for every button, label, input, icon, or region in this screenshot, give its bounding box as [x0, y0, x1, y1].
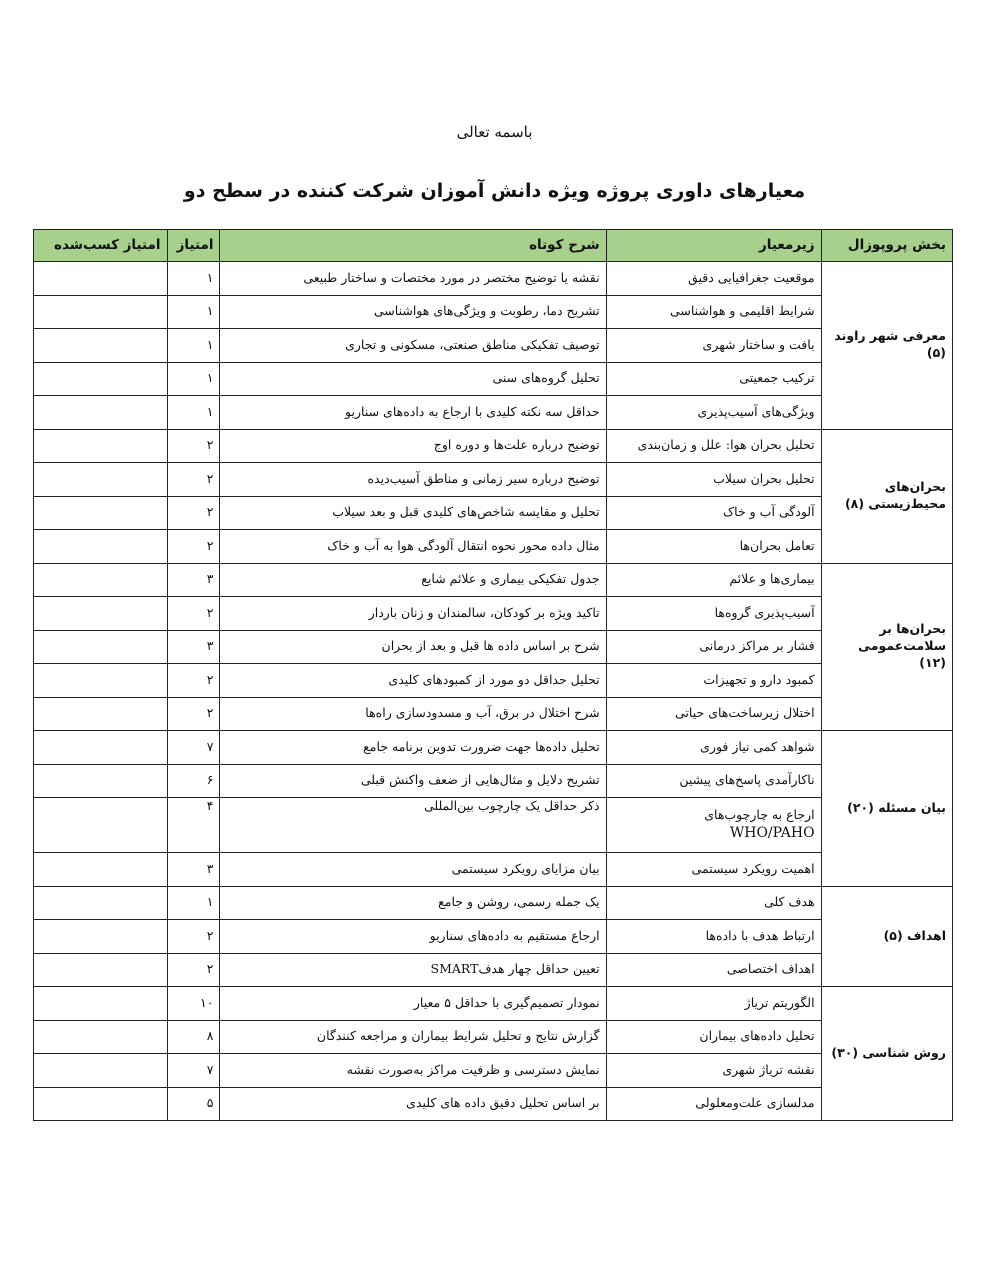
score-cell: ۲: [167, 429, 220, 463]
criterion-cell: [606, 1054, 821, 1088]
table-row: [34, 920, 953, 954]
table-row: [34, 886, 953, 920]
table-row: [34, 362, 953, 396]
score-cell: ۲: [167, 496, 220, 530]
description-cell: تحلیل و مقایسه شاخص‌های کلیدی قبل و بعد سیلاب: [220, 496, 606, 530]
earned-score-input-cell[interactable]: [34, 362, 168, 396]
table-row: [34, 798, 953, 853]
description-cell: تشریح دلایل و مثال‌هایی از ضعف واکنش قبلی: [220, 764, 606, 798]
criterion-latin-text: WHO/PAHO: [729, 824, 815, 841]
score-cell: ۳: [167, 563, 220, 597]
description-cell: توضیح درباره علت‌ها و دوره اوج: [220, 429, 606, 463]
earned-score-input-cell[interactable]: [34, 530, 168, 564]
table-row: [34, 853, 953, 887]
table-row: [34, 563, 953, 597]
earned-score-input-cell[interactable]: [34, 1087, 168, 1121]
score-cell: ۵: [167, 1087, 220, 1121]
column-header-criterion: زیرمعیار: [606, 230, 821, 262]
criterion-text: الگوریتم تریاژ: [744, 994, 815, 1010]
table-row: [34, 953, 953, 987]
section-points: (۸): [844, 496, 865, 511]
section-points: (۵): [883, 927, 903, 943]
section-name: بحران‌ها بر سلامت‌عمومی: [858, 621, 946, 654]
criterion-cell: [606, 920, 821, 954]
section-name: اهداف: [907, 927, 946, 943]
section-cell: [821, 429, 952, 563]
criterion-text: ترکیب جمعیتی: [739, 370, 815, 386]
earned-score-input-cell[interactable]: [34, 463, 168, 497]
score-cell: ۱: [167, 295, 220, 329]
score-cell: ۱: [167, 262, 220, 296]
table-row: [34, 429, 953, 463]
score-cell: ۲: [167, 530, 220, 564]
earned-score-input-cell[interactable]: [34, 798, 168, 853]
earned-score-input-cell[interactable]: [34, 563, 168, 597]
table-row: [34, 396, 953, 430]
earned-score-input-cell[interactable]: [34, 886, 168, 920]
earned-score-input-cell[interactable]: [34, 731, 168, 765]
criterion-text: ارتباط هدف با داده‌ها: [705, 927, 815, 943]
criterion-text: شرایط اقلیمی و هواشناسی: [669, 303, 815, 319]
table-row: [34, 987, 953, 1021]
criterion-text: نقشه تریاژ شهری: [722, 1061, 815, 1077]
description-cell: شرح بر اساس داده ها قبل و بعد از بحران: [220, 630, 606, 664]
description-cell: جدول تفکیکی بیماری و علائم شایع: [220, 563, 606, 597]
earned-score-input-cell[interactable]: [34, 329, 168, 363]
score-cell: ۱۰: [167, 987, 220, 1021]
earned-score-input-cell[interactable]: [34, 396, 168, 430]
criterion-cell: [606, 429, 821, 463]
section-points: (۵): [926, 345, 946, 361]
description-cell: تشریح دما، رطوبت و ویژگی‌های هواشناسی: [220, 295, 606, 329]
criterion-cell: [606, 630, 821, 664]
criterion-text: ارجاع به چارچوب‌های: [704, 807, 815, 823]
rubric-body: [34, 262, 953, 1121]
score-cell: ۷: [167, 1054, 220, 1088]
criterion-cell: [606, 1087, 821, 1121]
score-cell: ۳: [167, 630, 220, 664]
description-cell: تعیین حداقل چهار هدفSMART: [220, 953, 606, 987]
criterion-text: اهداف اختصاصی: [726, 961, 815, 977]
column-header-description: شرح کوتاه: [220, 230, 606, 262]
earned-score-input-cell[interactable]: [34, 764, 168, 798]
score-cell: ۱: [167, 886, 220, 920]
criterion-cell: [606, 764, 821, 798]
score-cell: ۷: [167, 731, 220, 765]
score-cell: ۶: [167, 764, 220, 798]
table-row: [34, 1054, 953, 1088]
section-points: (۳۰): [831, 1045, 859, 1061]
description-cell: ارجاع مستقیم به داده‌های سناریو: [220, 920, 606, 954]
earned-score-input-cell[interactable]: [34, 697, 168, 731]
criterion-text: ناکارآمدی پاسخ‌های پیشین: [679, 772, 815, 788]
description-cell: گزارش نتایج و تحلیل شرایط بیماران و مراجعه کنندگان: [220, 1020, 606, 1054]
section-cell: [821, 886, 952, 987]
score-cell: ۲: [167, 697, 220, 731]
criterion-cell: [606, 1020, 821, 1054]
criterion-text: تعامل بحران‌ها: [739, 537, 815, 553]
table-row: [34, 597, 953, 631]
section-name: بیان مسئله: [878, 799, 946, 815]
section-cell: [821, 262, 952, 430]
earned-score-input-cell[interactable]: [34, 987, 168, 1021]
criterion-cell: [606, 496, 821, 530]
criterion-text: ویژگی‌های آسیب‌پذیری: [697, 403, 815, 419]
score-cell: ۲: [167, 463, 220, 497]
criterion-text: آسیب‌پذیری گروه‌ها: [714, 604, 815, 620]
table-row: [34, 764, 953, 798]
table-row: [34, 664, 953, 698]
criterion-text: کمبود دارو و تجهیزات: [703, 671, 815, 687]
criterion-text: موقعیت جغرافیایی دقیق: [688, 269, 815, 285]
column-header-earned: امتیاز کسب‌شده: [34, 230, 168, 262]
description-cell: ذکر حداقل یک چارچوب بین‌المللی: [220, 798, 606, 853]
criterion-cell: [606, 798, 821, 853]
table-row: [34, 295, 953, 329]
earned-score-input-cell[interactable]: [34, 664, 168, 698]
criterion-text: مدلسازی علت‌ومعلولی: [695, 1095, 815, 1111]
criterion-cell: [606, 886, 821, 920]
score-cell: ۸: [167, 1020, 220, 1054]
table-row: [34, 697, 953, 731]
description-cell: بر اساس تحلیل دقیق داده های کلیدی: [220, 1087, 606, 1121]
section-points: (۱۲): [919, 655, 946, 671]
table-row: [34, 463, 953, 497]
description-cell: بیان مزایای رویکرد سیستمی: [220, 853, 606, 887]
criterion-text: بیماری‌ها و علائم: [729, 571, 815, 587]
criterion-cell: [606, 396, 821, 430]
earned-score-input-cell[interactable]: [34, 597, 168, 631]
criterion-cell: [606, 664, 821, 698]
rubric-table: [33, 229, 953, 1121]
section-name: بحران‌های محیط‌زیستی: [868, 479, 946, 511]
earned-score-input-cell[interactable]: [34, 1054, 168, 1088]
criterion-text: شواهد کمی نیاز فوری: [700, 738, 815, 754]
earned-score-input-cell[interactable]: [34, 630, 168, 664]
criterion-text: آلودگی آب و خاک: [722, 504, 815, 520]
criterion-cell: [606, 563, 821, 597]
criterion-cell: [606, 987, 821, 1021]
score-cell: ۲: [167, 953, 220, 987]
table-row: [34, 329, 953, 363]
table-row: [34, 530, 953, 564]
score-cell: ۲: [167, 664, 220, 698]
column-header-section: بخش پروپوزال: [821, 230, 952, 262]
earned-score-input-cell[interactable]: [34, 920, 168, 954]
criterion-cell: [606, 853, 821, 887]
bismillah-heading: باسمه تعالی: [456, 123, 533, 141]
earned-score-input-cell[interactable]: [34, 953, 168, 987]
section-points: (۲۰): [847, 799, 874, 815]
criterion-text: اختلال زیرساخت‌های حیاتی: [675, 705, 815, 721]
table-row: [34, 262, 953, 296]
description-cell: توصیف تفکیکی مناطق صنعتی، مسکونی و تجاری: [220, 329, 606, 363]
section-cell: [821, 563, 952, 731]
section-name: روش شناسی: [862, 1045, 946, 1061]
criterion-cell: [606, 530, 821, 564]
description-cell: تحلیل داده‌ها جهت ضرورت تدوین برنامه جامع: [220, 731, 606, 765]
score-cell: ۱: [167, 329, 220, 363]
earned-score-input-cell[interactable]: [34, 853, 168, 887]
score-cell: ۲: [167, 597, 220, 631]
criterion-cell: [606, 597, 821, 631]
score-cell: ۱: [167, 396, 220, 430]
table-header-row: [34, 230, 953, 262]
criterion-cell: [606, 463, 821, 497]
description-cell: یک جمله رسمی، روشن و جامع: [220, 886, 606, 920]
column-header-score: امتیاز: [167, 230, 220, 262]
document-title: معیارهای داوری پروژه ویژه دانش آموزان شرکت کننده در سطح دو: [183, 180, 806, 202]
criterion-cell: [606, 295, 821, 329]
table-row: [34, 1020, 953, 1054]
section-name: معرفی شهر راوند: [834, 328, 946, 344]
description-cell: توضیح درباره سیر زمانی و مناطق آسیب‌دیده: [220, 463, 606, 497]
description-cell: تحلیل گروه‌های سنی: [220, 362, 606, 396]
table-row: [34, 496, 953, 530]
criterion-text: اهمیت رویکرد سیستمی: [691, 860, 815, 876]
criterion-text: فشار بر مراکز درمانی: [699, 638, 815, 654]
criterion-cell: [606, 953, 821, 987]
criterion-text: تحلیل بحران سیلاب: [713, 470, 815, 486]
criterion-cell: [606, 329, 821, 363]
criterion-text: تحلیل داده‌های بیماران: [699, 1028, 815, 1044]
criterion-cell: [606, 731, 821, 765]
description-cell: نمودار تصمیم‌گیری با حداقل ۵ معیار: [220, 987, 606, 1021]
earned-score-input-cell[interactable]: [34, 295, 168, 329]
description-cell: تحلیل حداقل دو مورد از کمبودهای کلیدی: [220, 664, 606, 698]
earned-score-input-cell[interactable]: [34, 429, 168, 463]
score-cell: ۲: [167, 920, 220, 954]
criterion-text: بافت و ساختار شهری: [702, 336, 815, 352]
description-cell: شرح اختلال در برق، آب و مسدودسازی راه‌ها: [220, 697, 606, 731]
description-cell: مثال داده محور نحوه انتقال آلودگی هوا به آب و خاک: [220, 530, 606, 564]
description-cell: حداقل سه نکته کلیدی با ارجاع به داده‌های سناریو: [220, 396, 606, 430]
criterion-cell: [606, 262, 821, 296]
table-row: [34, 1087, 953, 1121]
earned-score-input-cell[interactable]: [34, 262, 168, 296]
section-cell: [821, 731, 952, 887]
table-row: [34, 731, 953, 765]
description-cell: نمایش دسترسی و ظرفیت مراکز به‌صورت نقشه: [220, 1054, 606, 1088]
criterion-text: تحلیل بحران هوا: علل و زمان‌بندی: [637, 437, 815, 453]
criterion-text: هدف کلی: [763, 894, 815, 910]
score-cell: ۳: [167, 853, 220, 887]
score-cell: ۴: [167, 798, 220, 853]
description-cell: تاکید ویژه بر کودکان، سالمندان و زنان باردار: [220, 597, 606, 631]
score-cell: ۱: [167, 362, 220, 396]
table-row: [34, 630, 953, 664]
section-cell: [821, 987, 952, 1121]
description-cell: نقشه یا توضیح مختصر در مورد مختصات و ساختار طبیعی: [220, 262, 606, 296]
earned-score-input-cell[interactable]: [34, 496, 168, 530]
criterion-cell: [606, 697, 821, 731]
earned-score-input-cell[interactable]: [34, 1020, 168, 1054]
criterion-cell: [606, 362, 821, 396]
